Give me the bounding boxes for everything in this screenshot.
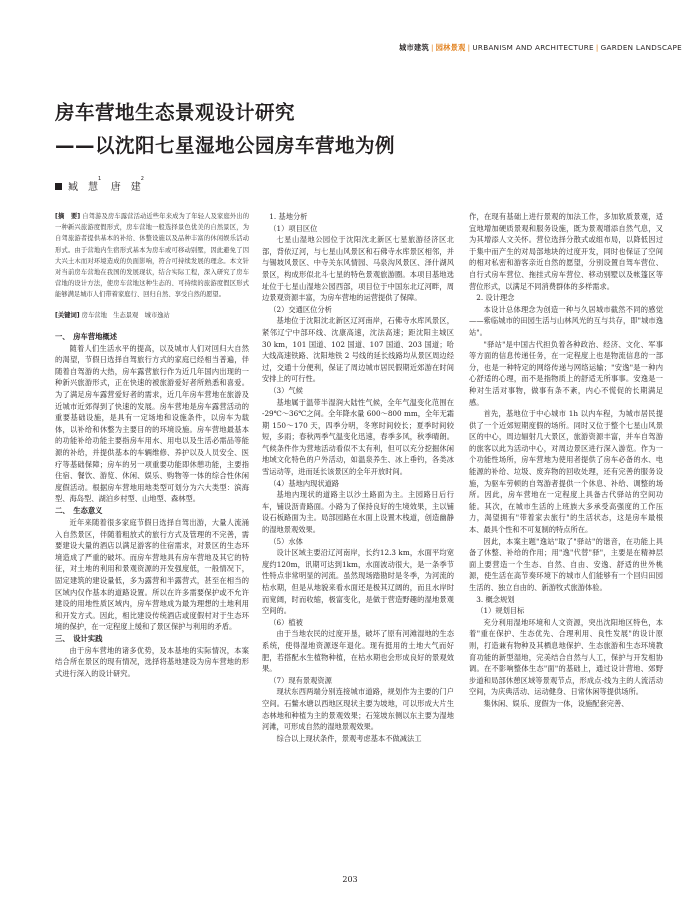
paragraph: 基地位于沈阳沈北新区辽河南岸，石佛寺水库风景区，紧邻辽宁中部环线、沈康高速，沈法高速；距沈阳主城区 30 km，101 国道、102 国道、107 国道、203 国道；哈大线高速铁路、沈阳地铁 2 号线的延长线路均从景区周边经过，交通十分便利，保证了周边城市居民假期近郊游在时间安排上的可行性。 — [262, 316, 454, 384]
paragraph: 本设计总体理念为创造一种与久居城市截然不同的感觉——紫临城市的田园生活与山林风光的互与共存，即"城市逸站"。 — [469, 304, 663, 337]
subheading: （4）基地内现状道路 — [269, 478, 340, 488]
column-2 — [262, 211, 454, 744]
subheading: （5）水体 — [269, 536, 303, 546]
header-separator-3: | — [595, 43, 599, 52]
paragraph: 综合以上现状条件，景观考虑基本不做减法工 — [276, 733, 422, 743]
author-2-affiliation: 2 — [140, 176, 144, 182]
paragraph: 随着人们生活水平的提高，以及城市人们对回归大自然的渴望，节假日选择自驾旅行方式的家庭已经相当普遍，伴随着自驾游的大热，房车露营旅行作为近几年国内出现的一种新兴旅游形式，正在快速的被旅游爱好者所熟悉和喜爱。为了满足房车露营爱好者的需求，近几年房车营地在旅游及近城市近郊得到了快速的发展。房车营地是房车露营活动的重要基础设施，是具有一定场地和设施条件，以房车为载体，以补给和休整为主要目的的环境设施。房车营地最基本的功能补给功能主要指房车用水、用电以及生活必需品等能源的补给，并提供基本的车辆维修、养护以及人员安全、医疗等基础保障；房车的另一项重要功能即休憩功能，主要指住宿、餐饮、游览、休闲、娱乐、购物等一体的综合性休闲度假活动。根据房车营地用地类型可划分为六大类型：滨海型、海岛型、湖泊乡村型、山地型、森林型。 — [55, 343, 249, 504]
author-marker-icon — [55, 183, 62, 190]
subheading: （2）交通区位分析 — [269, 304, 332, 314]
paragraph: "驿站"是中国古代担负着各种政治、经济、文化、军事等方面的信息传递任务，在一定程度上也是物流信息的一部分，也是一种特定的网络传递与网络运输；"安逸"是一种内心舒适的心理，而不是指物质上的舒适无所事事。安逸是一种对生活对事物，做事有条不紊，内心不慌促的长期满足感。 — [469, 339, 663, 407]
paragraph: 集休闲、娱乐、度假为一体，设施配套完善、 — [483, 698, 629, 708]
paragraph: 设计区域主要沿辽河南岸，长约12.3 km，水面平均宽度约120m，讯期可达到1km，水面波动很大，是一条季节性特点非常明显的河流。虽然现场踏勘时是冬季，为河流的枯水期，但是从地貌来看水面还是极其辽阔的，而且水岸时而宽阔，时而收缩，极富变化，是做于营造野趣的湿地景观空间的。 — [262, 548, 454, 616]
author-1: 臧 慧 — [68, 182, 98, 193]
author-1-affiliation: 1 — [98, 176, 102, 182]
keywords — [55, 310, 249, 321]
subheading: 2. 设计理念 — [476, 293, 515, 303]
page-number: 203 — [342, 875, 358, 884]
keywords-text: 房车营地 生态景观 城市逸站 — [81, 311, 170, 319]
paragraph: 因此，本案主题"逸站"取了"驿站"的谐音，在功能上具备了休整、补给的作用；用"逸"代替"驿"，主要是在精神层面上要营造一个生态、自然、自由、安逸、舒适的世外桃源，使生活在高节奏环境下的城市人们能够有一个回归田园生活的、独立自由的、新游牧式旅游体验。 — [469, 536, 663, 592]
paragraph: 由于房车营地的诸多优势，及本基地的实际情况，本案结合所在景区的现有情况，选择将基地建设为房车营地的形式进行深入的设计研究。 — [55, 645, 249, 679]
abstract-label: [摘 要] — [55, 213, 81, 220]
paragraph: 现状东西两端分别连接城市道路，规划作为主要的门户空间。石鳖水塘以西地区现状主要为坡地，可以形成大片生态林地和种植为主的景观效果；石笼坡东侧以东主要为湿地河滩，可形成自然的湿地景观效果。 — [262, 687, 454, 732]
subheading: 3. 概念规划 — [476, 594, 515, 604]
keywords-label: [关键词] — [55, 311, 80, 319]
header-section: 城市建筑 — [399, 43, 429, 52]
section-heading-1: 一、 房车营地概述 — [55, 331, 118, 341]
paragraph: 近年来随着很多家庭节假日选择自驾出游，大量人流涌入自然景区，伴随着粗放式的旅行方式及管理的不完善，需要建设大量的酒店以满足游客的住宿需求，对景区的生态环境造成了严重的破坏。而房车营地具有房车营地及其它的特征，对土地的利用和景观资源的开发强度低，一般情况下，固定建筑的建设量低，多为露营和半露营式，甚至在相当的区域内仅作基本的道路设置。所以在许多需要保护或不允许建设的用地性质区域内，房车营地成为最为理想的土地利用和开发方式。因此，相比建设传统酒店或度假村对于生态环境的保护，在一定程度上缓和了景区保护与利用的矛盾。 — [55, 517, 249, 632]
article-title: 房车营地生态景观设计研究 — [55, 101, 296, 124]
paragraph: 基地内现状的道路主以沙土路面为主。主园路日后行车，铺设沥青路面。小路为了保持良好的生境效果，主以铺设石板路面为主。局部园路在水面上设置木栈道，创造幽静的湿地景观效果。 — [262, 490, 454, 535]
header-english-1: URBANISM AND ARCHITECTURE — [472, 43, 594, 52]
paragraph: 首先，基地位于中心城市 1h 以内车程，为城市居民提供了一个近郊短期度假的场所。同时又位于整个七星山风景区的中心，周边辐射几大景区，旅游资源丰富，并车自驾游的旅客以此为活动中心，对周边景区进行深入游览。作为一个功能性场所，房车营地为使用者提供了房车必备的水、电能源的补给、垃圾、废弃物的回收处理，还有完善的服务设施，为驱车劳顿的自驾游者提供一个休息、补给、调整的场所。因此，房车营地在一定程度上具备古代驿站的空间功能。其次，在城市生活的上班族大多承受高强度的工作压力，渴望拥有"带着家去旅行"的生活状态，这是房车最根本、最具个性和不可复制的特点所在。 — [469, 409, 663, 535]
author-line — [55, 178, 144, 193]
section-heading-2: 二、 生态意义 — [55, 505, 103, 515]
author-2: 唐 建 — [110, 182, 141, 193]
paragraph: 由于当地农民的过度开垦，破坏了原有河滩湿地的生态系统，使得湿地资源逐年退化。现有挺用的土地大气而好肥，若搭配水生植物种植，在枯水期也会形成良好的景观效果。 — [262, 629, 454, 674]
paragraph: 作，在现有基础上进行景观的加法工作，多加软质景观，适宜地增加硬质景观和服务设施，既为景观增添自然气息，又为其增添人文关怀。营位选择分散式或组布局，以降低因过于集中而产生的对局部地块的过度开发，同时也保证了空间的相对私密和游客亲近自然的愿望，分别设置自驾车营位、自行式房车营位、拖挂式房车营位、移动别墅以及帐篷区等营位形式，以满足不同消费群体的多样需求。 — [469, 212, 663, 291]
column-3 — [469, 211, 663, 710]
subheading: （7）现有景观资源 — [269, 675, 332, 685]
header-subsection: 园林景观 — [435, 43, 466, 52]
paragraph: 充分利用湿地环境和人文资源，突出沈阳地区特色，本着"重在保护、生态优先、合理利用、良性发展"的设计原则，打造兼有物种及其栖息地保护、生态旅游和生态环境教育功能的新型湿地，完美结合自然与人工，保护与开发相协调。在不影响整体生态"面"的基础上，通过设计营地、郊野步道和局部休憩区域等景观节点，形成点-线为主的人流活动空间，为庆典活动、运动健身、日常休闲等提供场所。 — [469, 617, 663, 697]
subheading: （1）规划目标 — [476, 606, 525, 616]
column-1 — [55, 211, 249, 680]
running-header — [399, 43, 682, 53]
paragraph: 基地属于温带半湿润大陆性气候，全年气温变化范围在 -29℃～36℃之间。全年降水量 600～800 mm，全年无霜期 150～170 天，四季分明，冬寒时间较长；夏季时间较短，多雨；春秋两季气温变化迅速，春季多风，秋季晴朗。气候条件作为营地活动看似不太有利，但可以充分挖掘休闲地域文化特色的户外活动，如温泉养生、冰上垂钓，各类冰雪运动等，进而延长该景区的全年开放时间。 — [262, 397, 454, 477]
subheading: （3）气候 — [269, 385, 303, 395]
abstract — [55, 211, 249, 301]
subheading: 1. 基地分析 — [269, 212, 308, 221]
header-english-2: GARDEN LANDSCAPE — [600, 43, 682, 52]
section-heading-3: 三、 设计实践 — [55, 633, 103, 643]
paragraph: 七星山湿地公园位于沈阳沈北新区七星旅游径济区北部，背依辽河，与七星山风景区和石佛寺水库景区相邻，并与锡坡风景区、中寺关东风情园、马泉沟风景区、泽什湖风景区，构成形似北斗七星的特色景观旅游圈。本项目基地选址位于七星山湿地公园西部，项目位于中国东北辽河畔，周边景观资源丰富，为房车营地的运营提供了保障。 — [262, 235, 454, 303]
header-separator: | — [430, 43, 434, 52]
abstract-text: 自驾游及房车露营活动近些年来成为了年轻人及家庭外出的一种新兴旅游度假形式，房车营地一般选择景色优美的自然景区，为自驾旅游者提供基本的补给、休整设施以及品种丰富的休闲娱乐活动形式。由于营地内生宿形式基本为房车或可移动别墅，因此避免了因大兴土木而对环境造成的负面影响，符合可持续发展的理念。本文针对当前房车营地在我国的发展现状，结合实际工程，深入研究了房车营地的设计方法，使房车营地这种生态的、可持续的旅游度假区形式能够满足城市人们带着家庭行、回归自然、享受自然的愿望。 — [55, 213, 249, 299]
subheading: （6）植被 — [269, 617, 303, 627]
subheading: （1）项目区位 — [269, 223, 318, 233]
article-subtitle: ——以沈阳七星湿地公园房车营地为例 — [55, 134, 396, 157]
header-separator-2: | — [467, 43, 471, 52]
